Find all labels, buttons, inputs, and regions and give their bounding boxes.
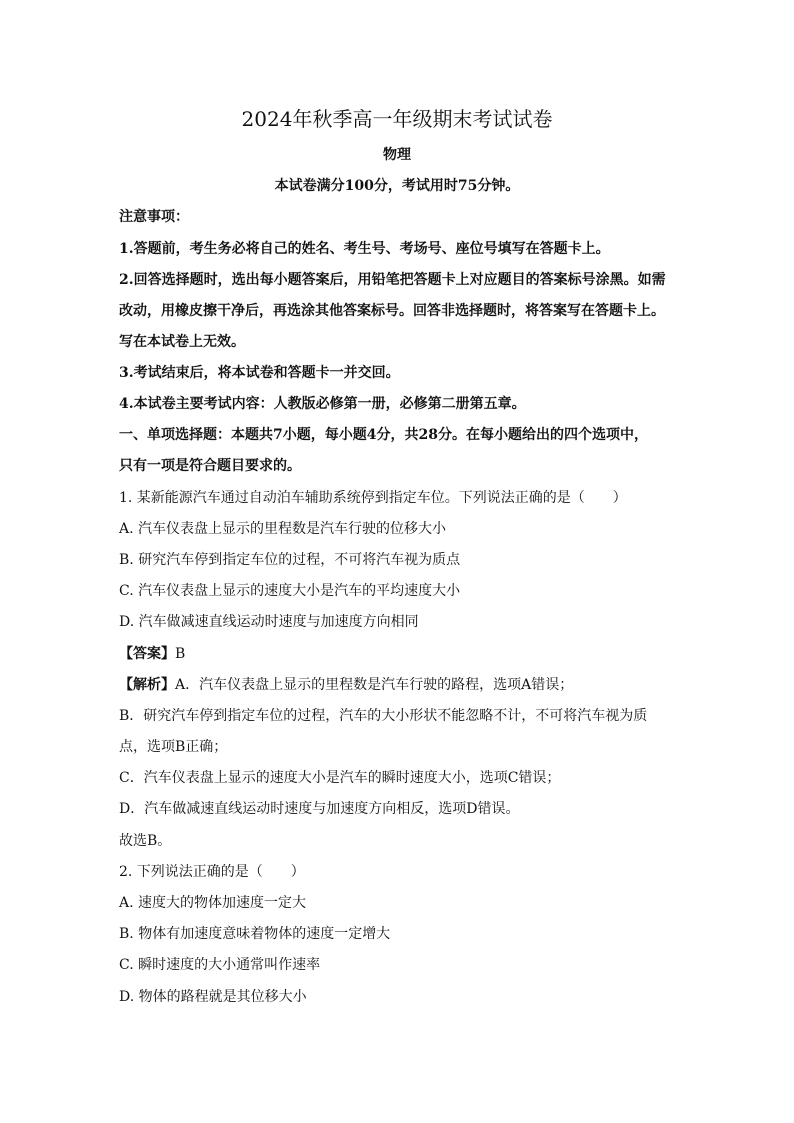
question-2-option-a: A. 速度大的物体加速度一定大 [119,895,307,911]
question-2-option-c: C. 瞬时速度的大小通常叫作速率 [119,957,321,973]
question-2-stem: 2. 下列说法正确的是（ ） [119,864,305,880]
question-1-option-d: D. 汽车做减速直线运动时速度与加速度方向相同 [119,614,419,630]
note-item-2-line-1: 2.回答选择题时，选出每小题答案后，用铅笔把答题卡上对应题目的答案标号涂黑。如需 [119,272,666,288]
question-1-stem: 1. 某新能源汽车通过自动泊车辅助系统停到指定车位。下列说法正确的是（ ） [119,490,627,506]
analysis-tag: 【解析】 [119,677,175,693]
exam-info: 本试卷满分100分，考试用时75分钟。 [274,178,520,194]
question-2-option-d: D. 物体的路程就是其位移大小 [119,989,307,1005]
section-heading-line-2: 只有一项是符合题目要求的。 [119,458,301,474]
subject-label: 物理 [383,147,411,163]
question-1-analysis-line-1 [119,676,679,694]
question-1-analysis-line-5: D．汽车做减速直线运动时速度与加速度方向相反，选项D错误。 [119,801,520,817]
note-item-3: 3.考试结束后，将本试卷和答题卡一并交回。 [119,365,400,381]
question-1-option-a: A. 汽车仪表盘上显示的里程数是汽车行驶的位移大小 [119,521,447,537]
answer-value: B [175,646,186,662]
section-heading-line-1: 一、单项选择题：本题共7小题，每小题4分，共28分。在每小题给出的四个选项中， [119,427,648,443]
question-1-analysis-line-3: 点，选项B正确； [119,739,228,755]
note-item-4: 4.本试卷主要考试内容：人教版必修第一册，必修第二册第五章。 [119,396,526,412]
note-item-1: 1.答题前，考生务必将自己的姓名、考生号、考场号、座位号填写在答题卡上。 [119,241,610,257]
question-2-option-b: B. 物体有加速度意味着物体的速度一定增大 [119,926,391,942]
question-1-answer [119,645,679,663]
note-item-2-line-2: 改动，用橡皮擦干净后，再选涂其他答案标号。回答非选择题时，将答案写在答题卡上。 [119,303,665,319]
question-1-option-b: B. 研究汽车停到指定车位的过程，不可将汽车视为质点 [119,552,461,568]
question-1-analysis-line-4: C．汽车仪表盘上显示的速度大小是汽车的瞬时速度大小，选项C错误； [119,770,561,786]
question-1-option-c: C. 汽车仪表盘上显示的速度大小是汽车的平均速度大小 [119,583,461,599]
notes-heading: 注意事项： [119,209,189,225]
page-title: 2024年秋季高一年级期末考试试卷 [241,107,553,131]
answer-tag: 【答案】 [119,646,175,662]
question-1-conclusion: 故选B。 [119,833,172,849]
note-item-2-line-3: 写在本试卷上无效。 [119,334,245,350]
question-1-analysis-line-2: B．研究汽车停到指定车位的过程，汽车的大小形状不能忽略不计，不可将汽车视为质 [119,708,648,724]
analysis-text: A．汽车仪表盘上显示的里程数是汽车行驶的路程，选项A错误； [175,677,574,693]
